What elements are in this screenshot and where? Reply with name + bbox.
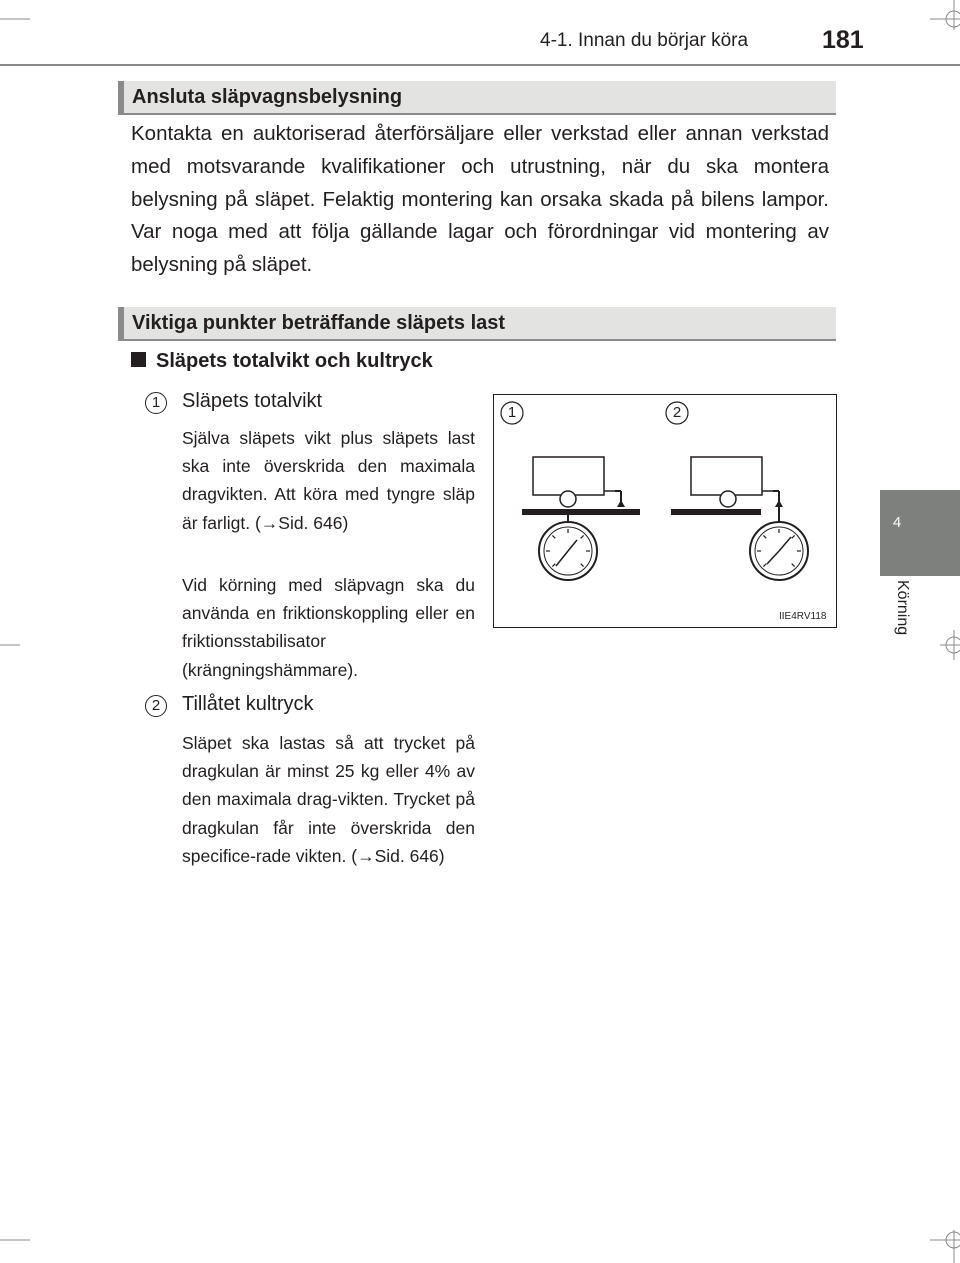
subheading-text: Släpets totalvikt och kultryck (156, 350, 433, 372)
header-divider (0, 64, 960, 66)
item-paragraph: Släpet ska lastas så att trycket på dragkulan är minst 25 kg eller 4% av den maximala drag-vikten. Trycket på dragkulan får inte överskrida den specifice-rade vikten. (→Sid. 646) (182, 733, 475, 866)
section-title: Ansluta släpvagnsbelysning (132, 86, 403, 108)
trailer-gauge-drawing (493, 394, 837, 628)
item-number-badge: 1 (145, 392, 167, 414)
item-number-badge: 2 (145, 695, 167, 717)
lighting-paragraph: Kontakta en auktoriserad återförsäljare eller verkstad eller annan verkstad med motsvarande kvalifikationer och utrustning, när du ska montera belysning på släpet. Felaktig montering kan orsaka skada på bilens lampor. Var noga med att följa gällande lagar och förordningar vid montering av belysning på släpet. (131, 122, 829, 277)
item-paragraph: Vid körning med släpvagn ska du använda en friktionskoppling eller en friktionsstabilisator (krängningshämmare). (182, 575, 475, 680)
item-title: Släpets totalvikt (182, 390, 323, 412)
header-section-title: 4-1. Innan du börjar köra (540, 30, 749, 51)
banner-accent-bar (118, 81, 124, 113)
chapter-tab (880, 490, 960, 576)
square-bullet-icon (131, 352, 146, 367)
figure-label-2: 2 (672, 404, 682, 421)
chapter-tab-label: Körning (894, 580, 911, 636)
figure-label-1: 1 (507, 404, 517, 421)
section-banner-load (118, 307, 836, 341)
chapter-tab-number: 4 (892, 514, 902, 531)
figure-code: IIE4RV118 (779, 611, 827, 622)
banner-accent-bar (118, 307, 124, 339)
section-banner-lighting (118, 81, 836, 115)
section-title: Viktiga punkter beträffande släpets last (132, 312, 506, 334)
page-number: 181 (822, 26, 864, 54)
subheading (131, 350, 433, 373)
item-paragraph: Själva släpets vikt plus släpets last ska inte överskrida den maximala dragvikten. Att köra med tyngre släp är farligt. (→Sid. 646) (182, 428, 475, 533)
trailer-load-illustration (493, 394, 837, 628)
item-title: Tillåtet kultryck (182, 693, 314, 715)
